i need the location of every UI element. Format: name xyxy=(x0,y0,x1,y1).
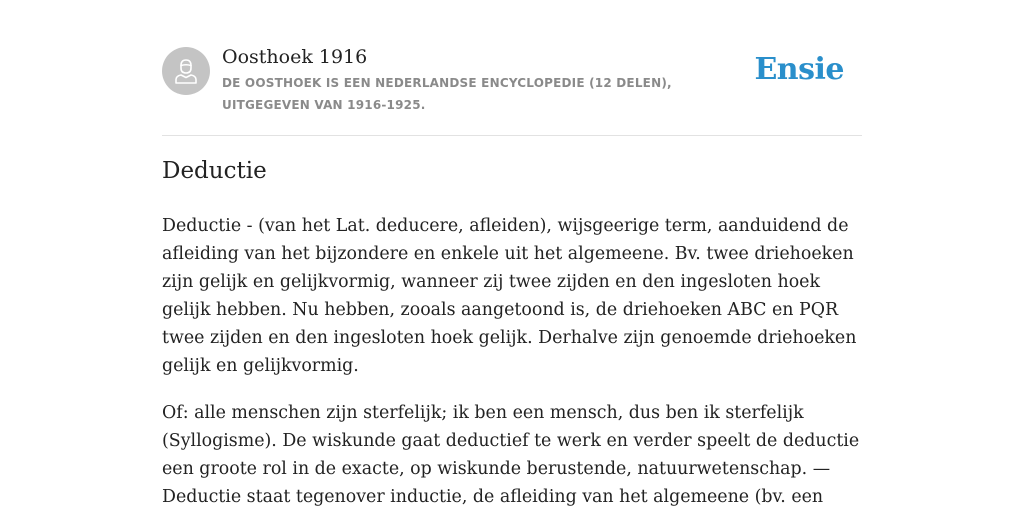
source-description: DE OOSTHOEK IS EEN NEDERLANDSE ENCYCLOPEDIE (12 DELEN), UITGEGEVEN VAN 1916-1925. xyxy=(222,76,672,112)
article-paragraph: Of: alle menschen zijn sterfelijk; ik ben een mensch, dus ben ik sterfelijk (Syllogisme). De wiskunde gaat deductief te werk en verder speelt de deductie een groote rol in de exacte, op wiskunde berustende, natuurwetenschap. — Deductie staat tegenover inductie, de afleiding van het algemeene (bv. een xyxy=(162,403,860,507)
source-avatar[interactable] xyxy=(162,47,210,95)
source-header xyxy=(162,46,862,116)
article-body xyxy=(162,212,862,512)
user-icon xyxy=(171,56,201,86)
header-divider xyxy=(162,135,862,136)
article-paragraph: Deductie - (van het Lat. deducere, afleiden), wijsgeerige term, aanduidend de afleiding van het bijzondere en enkele uit het algemeene. Bv. twee driehoeken zijn gelijk en gelijkvormig, wanneer zij twee zijden en den ingesloten hoek gelijk hebben. Nu hebben, zooals aangetoond is, de driehoeken ABC en PQR twee zijden en den ingesloten hoek gelijk. Derhalve zijn genoemde driehoeken gelijk en gelijkvormig. xyxy=(162,216,857,376)
source-title[interactable]: Oosthoek 1916 xyxy=(222,46,368,68)
ensie-logo[interactable]: Ensie xyxy=(754,52,844,87)
article-title: Deductie xyxy=(162,158,267,184)
